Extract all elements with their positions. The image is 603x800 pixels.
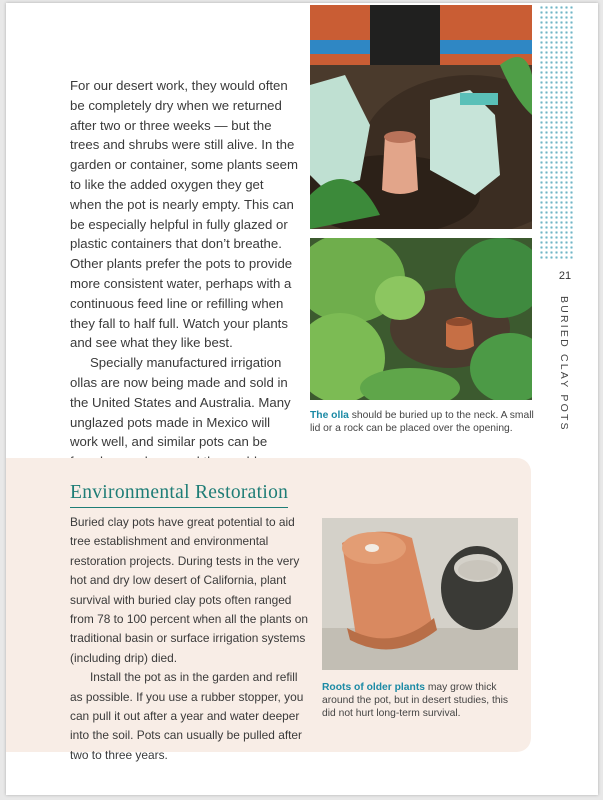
caption-roots <box>322 681 520 720</box>
body-paragraph: Specially manufactured irrigation ollas are now being made and sold in the United States and Australia. Many unglazed pots made in Mexico will work well, and similar pots can be <box>70 355 291 450</box>
caption-olla-lead: The olla <box>310 410 349 421</box>
sidebar-paragraph: Install the pot as in the garden and refill as possible. If you use a rubber stopper, you can pull it out after a year and water deeper into the soil. Pots can usually be pulled after two to three years. <box>70 670 304 762</box>
running-head: BURIED CLAY POTS <box>558 296 570 432</box>
body-text-column <box>70 76 298 472</box>
body-paragraph: For our desert work, they would often be completely dry when we returned after two or three weeks — but the trees and shrubs were still alive. In the garden or container, some plants seem to like the added oxygen they get when the pot is nearly empty. This can be especially helpful in fully glazed or plastic containers that don’t breathe. Other plants prefer the pots to provide more consistent water, perhaps with a continuous feed line or refilling when they fall to half full. Watch your plants and see what they like best. <box>70 78 298 351</box>
section-heading: Environmental Restoration <box>70 482 288 508</box>
caption-olla <box>310 409 535 435</box>
sidebar-text-column <box>70 513 308 765</box>
caption-roots-lead: Roots of older plants <box>322 682 425 693</box>
caption-roots-text: may grow thick around the pot, but in desert studies, this did not hurt long-term survival. <box>322 682 509 719</box>
caption-olla-text: should be buried up to the neck. A small lid or a rock can be placed over the opening. <box>310 410 534 434</box>
photo-pot-and-roots <box>322 518 518 670</box>
sidebar-paragraph: Buried clay pots have great potential to aid tree establishment and environmental restoration projects. During tests in the very hot and dry low desert of California, plant survival with buried clay pots often ranged from 78 to 100 percent when all the plants on traditional basin or surface irrigation systems (including drip) died. <box>70 515 308 665</box>
dotted-pattern-decoration <box>539 5 573 260</box>
photo-planting-olla <box>310 5 532 229</box>
page-number: 21 <box>558 270 572 282</box>
photo-buried-olla <box>310 238 532 400</box>
